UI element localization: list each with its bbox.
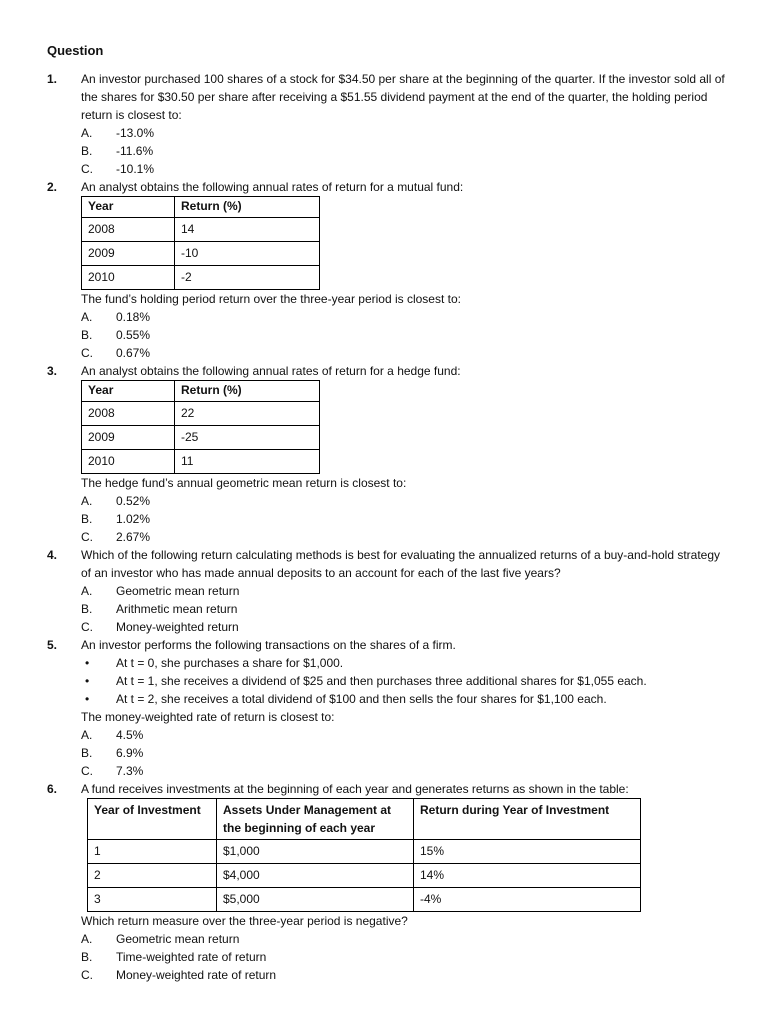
bullet-item (81, 654, 727, 672)
question-text: Which of the following return calculating methods is best for evaluating the annualized returns of a buy-and-hold strategy of an investor who has made annual deposits to an account for each of the last five years? (81, 548, 721, 580)
question-number: 2. (47, 180, 58, 194)
table-row (82, 266, 320, 290)
option-a (81, 582, 727, 600)
option-a (81, 308, 727, 326)
table-cell: 14 (175, 218, 320, 242)
question-text: A fund receives investments at the beginning of each year and generates returns as shown in the table: (81, 782, 629, 796)
option-a (81, 124, 727, 142)
option-text: 6.9% (116, 746, 144, 760)
option-text: Geometric mean return (116, 932, 240, 946)
table-cell: 3 (88, 888, 217, 912)
option-text: Geometric mean return (116, 584, 240, 598)
table-row (82, 426, 320, 450)
table-cell: 22 (175, 402, 320, 426)
option-letter: A. (81, 126, 93, 140)
option-letter: C. (81, 346, 93, 360)
document-page (47, 42, 727, 984)
option-letter: B. (81, 950, 93, 964)
option-text: 0.67% (116, 346, 151, 360)
question-number: 5. (47, 638, 58, 652)
question-prompt: The money-weighted rate of return is closest to: (81, 710, 335, 724)
bullet-icon: • (85, 674, 90, 688)
table-cell: 2010 (82, 450, 175, 474)
table-header: Year (82, 197, 175, 218)
table-cell: $4,000 (217, 864, 414, 888)
option-b (81, 326, 727, 344)
option-text: 1.02% (116, 512, 151, 526)
option-a (81, 726, 727, 744)
question-prompt: Which return measure over the three-year period is negative? (81, 914, 408, 928)
option-text: 0.55% (116, 328, 151, 342)
option-text: -13.0% (116, 126, 155, 140)
table-row (82, 402, 320, 426)
option-letter: A. (81, 494, 93, 508)
bullet-text: At t = 1, she receives a dividend of $25 and then purchases three additional shares for $1,055 each. (116, 674, 647, 688)
table-cell: 2009 (82, 426, 175, 450)
table-header: Year (82, 381, 175, 402)
table-cell: 14% (414, 864, 641, 888)
option-c (81, 966, 727, 984)
option-b (81, 600, 727, 618)
investment-table (87, 798, 641, 912)
option-text: Arithmetic mean return (116, 602, 238, 616)
option-letter: B. (81, 328, 93, 342)
question-prompt: The fund’s holding period return over the three-year period is closest to: (81, 292, 461, 306)
option-c (81, 762, 727, 780)
table-cell: 15% (414, 840, 641, 864)
option-letter: A. (81, 728, 93, 742)
question-number: 6. (47, 782, 58, 796)
table-row (82, 218, 320, 242)
option-b (81, 948, 727, 966)
option-text: 7.3% (116, 764, 144, 778)
option-letter: C. (81, 530, 93, 544)
table-row (88, 888, 641, 912)
option-text: Time-weighted rate of return (116, 950, 267, 964)
question-prompt: The hedge fund’s annual geometric mean return is closest to: (81, 476, 407, 490)
option-text: 0.18% (116, 310, 151, 324)
table-header: Year of Investment (88, 799, 217, 840)
table-header-row (82, 381, 320, 402)
option-text: 2.67% (116, 530, 151, 544)
option-a (81, 492, 727, 510)
table-row (88, 864, 641, 888)
option-letter: A. (81, 932, 93, 946)
option-letter: B. (81, 144, 93, 158)
table-cell: -4% (414, 888, 641, 912)
bullet-text: At t = 0, she purchases a share for $1,000. (116, 656, 344, 670)
option-letter: C. (81, 162, 93, 176)
option-letter: C. (81, 620, 93, 634)
question-5 (47, 636, 727, 780)
option-letter: B. (81, 512, 93, 526)
option-text: -10.1% (116, 162, 155, 176)
table-row (82, 450, 320, 474)
option-letter: B. (81, 602, 93, 616)
bullet-item (81, 690, 727, 708)
returns-table (81, 196, 320, 290)
option-b (81, 142, 727, 160)
table-cell: -10 (175, 242, 320, 266)
table-header: Return during Year of Investment (414, 799, 641, 840)
returns-table (81, 380, 320, 474)
question-1 (47, 70, 727, 178)
table-cell: -2 (175, 266, 320, 290)
table-cell: -25 (175, 426, 320, 450)
option-text: Money-weighted return (116, 620, 239, 634)
table-cell: 1 (88, 840, 217, 864)
bullet-text: At t = 2, she receives a total dividend of $100 and then sells the four shares for $1,100 each. (116, 692, 607, 706)
table-cell: 2010 (82, 266, 175, 290)
option-text: -11.6% (116, 144, 154, 158)
table-header: Return (%) (175, 197, 320, 218)
table-header: Return (%) (175, 381, 320, 402)
question-text: An investor performs the following transactions on the shares of a firm. (81, 638, 456, 652)
page-heading: Question (47, 43, 104, 58)
question-6 (47, 780, 727, 984)
option-letter: C. (81, 764, 93, 778)
table-cell: 2008 (82, 402, 175, 426)
question-number: 1. (47, 72, 58, 86)
table-header-row (82, 197, 320, 218)
option-c (81, 344, 727, 362)
table-cell: $1,000 (217, 840, 414, 864)
option-text: 4.5% (116, 728, 144, 742)
table-header: Assets Under Management at the beginning of each year (217, 799, 414, 840)
option-c (81, 618, 727, 636)
option-letter: B. (81, 746, 93, 760)
option-c (81, 160, 727, 178)
question-text: An investor purchased 100 shares of a stock for $34.50 per share at the beginning of the quarter. If the investor sold all of the shares for $30.50 per share after receiving a $51.55 dividend payment at the end of the quarter, the holding period return is closest to: (81, 72, 725, 122)
question-2 (47, 178, 727, 362)
option-letter: A. (81, 310, 93, 324)
option-text: Money-weighted rate of return (116, 968, 277, 982)
table-cell: 2008 (82, 218, 175, 242)
table-cell: 2009 (82, 242, 175, 266)
question-number: 3. (47, 364, 58, 378)
question-number: 4. (47, 548, 58, 562)
option-text: 0.52% (116, 494, 151, 508)
option-letter: A. (81, 584, 93, 598)
question-4 (47, 546, 727, 636)
option-b (81, 744, 727, 762)
table-row (82, 242, 320, 266)
option-b (81, 510, 727, 528)
option-c (81, 528, 727, 546)
question-text: An analyst obtains the following annual rates of return for a hedge fund: (81, 364, 461, 378)
table-row (88, 840, 641, 864)
bullet-item (81, 672, 727, 690)
option-letter: C. (81, 968, 93, 982)
table-cell: 2 (88, 864, 217, 888)
bullet-icon: • (85, 692, 90, 706)
bullet-icon: • (85, 656, 90, 670)
option-a (81, 930, 727, 948)
question-3 (47, 362, 727, 546)
question-text: An analyst obtains the following annual rates of return for a mutual fund: (81, 180, 464, 194)
table-cell: 11 (175, 450, 320, 474)
table-header-row (88, 799, 641, 840)
table-cell: $5,000 (217, 888, 414, 912)
